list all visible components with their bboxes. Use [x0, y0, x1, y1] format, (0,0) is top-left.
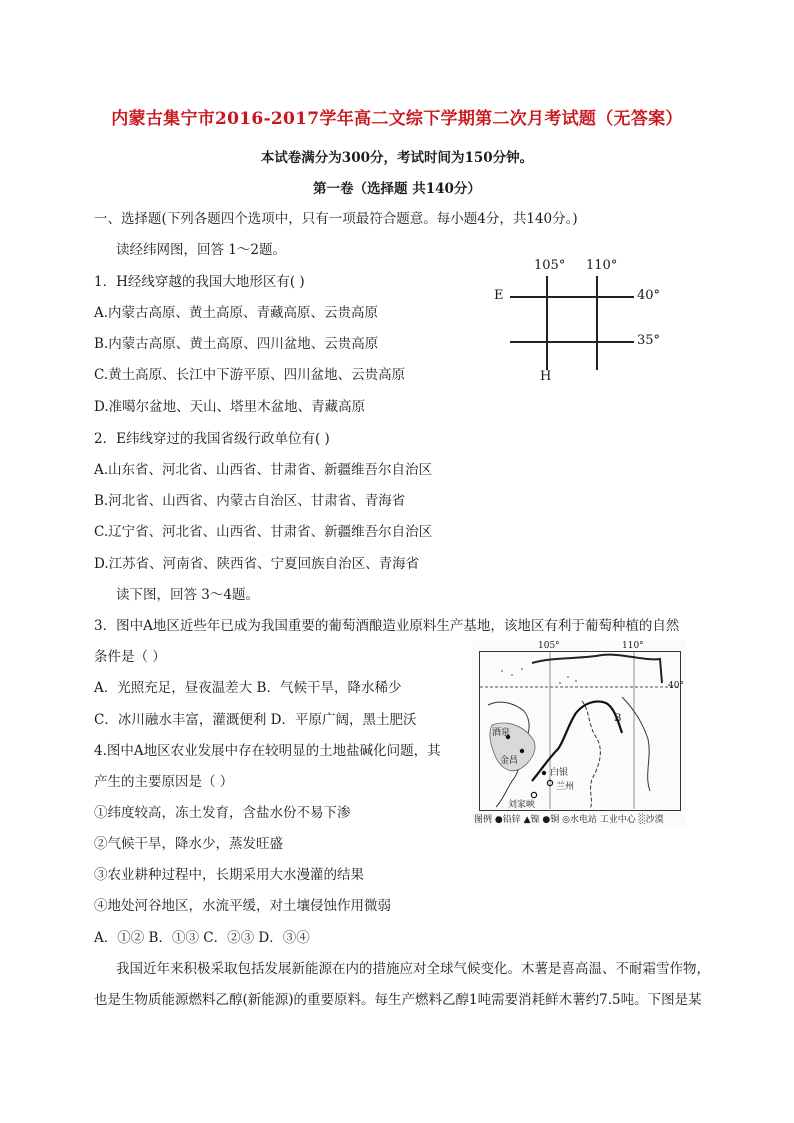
q4-answer-choices: A．①② B．①③ C．②③ D．③④	[94, 930, 310, 946]
q2-option-a: A.山东省、河北省、山西省、甘肃省、新疆维吾尔自治区	[94, 462, 433, 478]
map-border-east	[582, 701, 600, 809]
q1-option-b: B.内蒙古高原、黄土高原、四川盆地、云贵高原	[94, 336, 379, 352]
q2-option-c: C.辽宁省、河北省、山西省、甘肃省、新疆维吾尔自治区	[94, 524, 433, 540]
map-national-border	[532, 655, 662, 683]
exam-info: 本试卷满分为300分，考试时间为150分钟。	[260, 150, 534, 166]
parallel-40	[510, 296, 634, 298]
section-heading: 一、选择题(下列各题四个选项中，只有一项最符合题意。每小题4分，共140分。)	[94, 211, 578, 227]
lat-lon-grid-figure	[490, 252, 680, 392]
passage-line-1: 我国近年来积极采取包括发展新能源在内的措施应对全球气候变化。木薯是喜高温、不耐霜雪作物，	[116, 961, 710, 977]
map-place-lanzhou: 兰州	[556, 782, 575, 792]
document-title: 内蒙古集宁市2016-2017学年高二文综下学期第二次月考试题（无答案）	[111, 109, 683, 129]
meridian-105	[546, 276, 548, 370]
part-heading: 第一卷（选择题 共140分）	[313, 181, 481, 197]
map-lat-label: 40°	[668, 681, 684, 691]
map-place-jinchang: 金昌	[500, 756, 519, 766]
grid-lon-right-label: 110°	[586, 258, 618, 273]
q4-item-2: ②气候干旱，降水少，蒸发旺盛	[94, 836, 283, 852]
question-3-stem-line2: 条件是（ ）	[94, 649, 166, 665]
map-place-baiyin: 白银	[550, 768, 569, 778]
intro-q3-4: 读下图，回答 3～4题。	[116, 587, 259, 603]
parallel-35	[510, 341, 634, 343]
question-1-stem: 1．H经线穿越的我国大地形区有( )	[94, 274, 305, 290]
q2-option-d: D.江苏省、河南省、陕西省、宁夏回族自治区、青海省	[94, 556, 420, 572]
map-place-liujiaxia: 刘家峡	[508, 800, 536, 810]
question-2-stem: 2．E纬线穿过的我国省级行政单位有( )	[94, 431, 330, 447]
map-lon-left-label: 105°	[538, 641, 560, 651]
grid-lat-top-label: 40°	[637, 288, 661, 303]
grid-lat-bottom-label: 35°	[637, 333, 661, 348]
map-legend: 图例 ●铅锌 ▲镍 ●铜 ◎水电站 工业中心 ░沙漠	[474, 815, 664, 825]
map-label-b: B	[614, 713, 622, 724]
map-desert	[501, 668, 577, 684]
question-3-stem-line1: 3．图中A地区近些年已成为我国重要的葡萄酒酿造业原料生产基地，该地区有利于葡萄种植的自然	[94, 618, 680, 634]
intro-q1-2: 读经纬网图，回答 1～2题。	[116, 242, 286, 258]
grid-label-e: E	[494, 288, 504, 303]
grid-label-h: H	[540, 369, 552, 384]
map-lon-right-label: 110°	[622, 641, 644, 651]
passage-line-2: 也是生物质能源燃料乙醇(新能源)的重要原料。每生产燃料乙醇1吨需要消耗鲜木薯约7.5吨。下图是某	[94, 992, 702, 1008]
map-city-baiyin	[542, 771, 546, 775]
question-4-stem-line2: 产生的主要原因是（ ）	[94, 774, 234, 790]
q4-item-4: ④地处河谷地区，水流平缓，对土壤侵蚀作用微弱	[94, 898, 391, 914]
region-map-figure	[472, 641, 686, 827]
q1-option-a: A.内蒙古高原、黄土高原、青藏高原、云贵高原	[94, 305, 379, 321]
q3-options-cd: C．冰川融水丰富，灌溉便利 D．平原广阔，黑土肥沃	[94, 712, 417, 728]
q4-item-3: ③农业耕种过程中，长期采用大水漫灌的结果	[94, 867, 364, 883]
grid-lon-left-label: 105°	[534, 258, 566, 273]
map-yellow-river	[532, 701, 622, 781]
map-place-jiuquan: 酒泉	[492, 728, 511, 738]
map-city-jinchang	[520, 749, 524, 753]
map-border-far-east	[622, 697, 650, 791]
meridian-110	[596, 276, 598, 370]
q1-option-c: C.黄土高原、长江中下游平原、四川盆地、云贵高原	[94, 367, 406, 383]
question-4-stem-line1: 4.图中A地区农业发展中存在较明显的土地盐碱化问题，其	[94, 743, 441, 759]
q2-option-b: B.河北省、山西省、内蒙古自治区、甘肃省、青海省	[94, 493, 406, 509]
q4-item-1: ①纬度较高，冻土发育，含盐水份不易下渗	[94, 805, 351, 821]
q1-option-d: D.准噶尔盆地、天山、塔里木盆地、青藏高原	[94, 399, 366, 415]
q3-options-ab: A．光照充足，昼夜温差大 B．气候干旱，降水稀少	[94, 680, 402, 696]
